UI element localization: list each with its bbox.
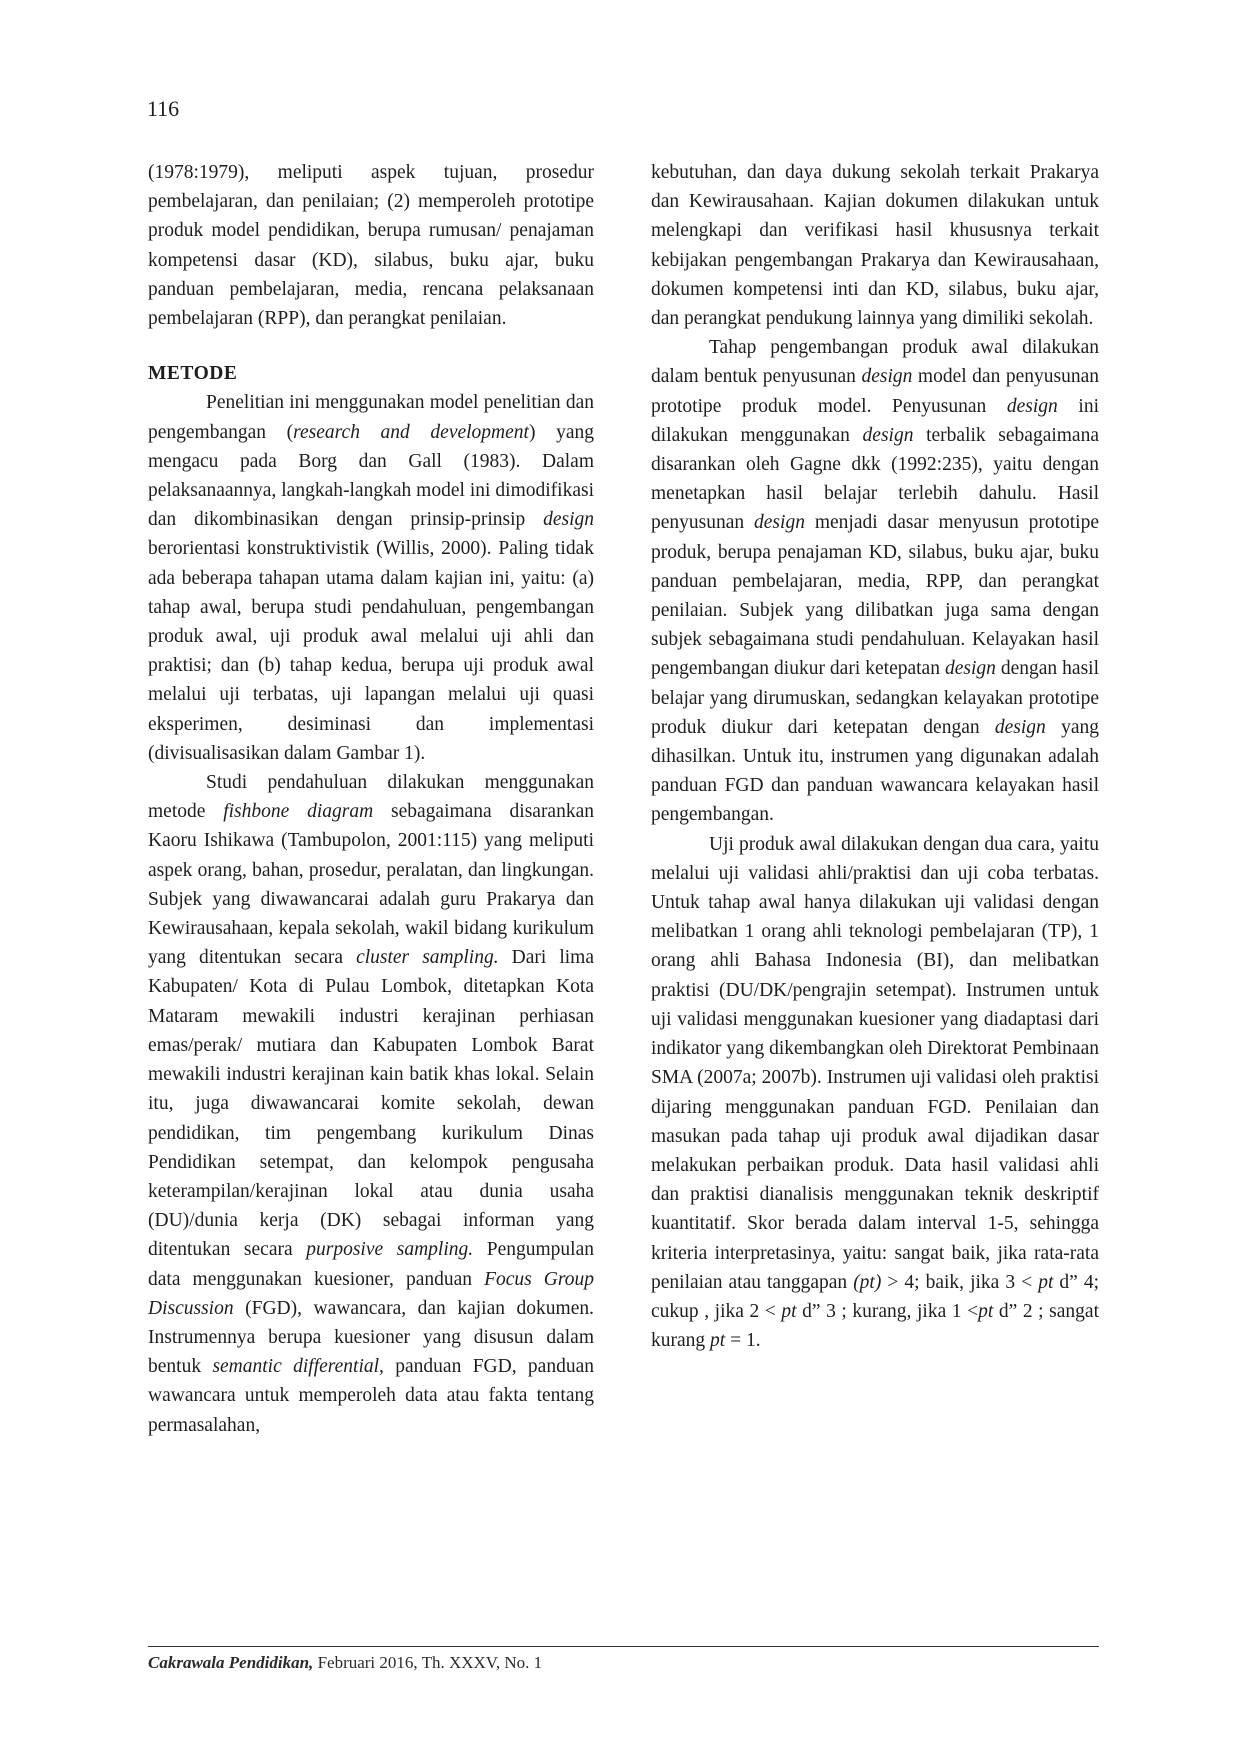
italic-term: fishbone diagram (223, 801, 374, 823)
italic-term: semantic differential, (212, 1356, 384, 1378)
text-span: d” 4; cukup , jika 2 < (651, 1271, 1099, 1322)
text-span: > 4; baik, jika 3 < (881, 1271, 1039, 1293)
text-span: menjadi dasar menyusun prototipe produk, berupa penajaman KD, silabus, buku ajar, buku panduan pembelajaran, media, RPP, dan perangkat penilaian. Subjek yang dilibatkan juga sama dengan subjek sebagaimana studi pendahuluan. Kelayakan hasil pengembangan diukur dari ketepatan (651, 512, 1099, 680)
text-span: ) yang mengacu pada Borg dan Gall (1983). Dalam pelaksanaannya, langkah-langkah model ini dimodifikasi dan dikombinasikan dengan prinsip-prinsip (148, 421, 594, 531)
paragraph-product-development (651, 333, 1099, 829)
text-span: d” 2 ; sangat kurang (651, 1300, 1099, 1352)
journal-name: Cakrawala Pendidikan, (148, 1653, 314, 1672)
journal-issue: Februari 2016, Th. XXXV, No. 1 (313, 1653, 543, 1672)
text-span: d” 3 ; kurang, jika 1 < (796, 1300, 979, 1322)
italic-term: design (754, 512, 805, 534)
italic-term: purposive sampling. (306, 1239, 474, 1261)
page-number: 116 (147, 96, 180, 121)
italic-term: pt (978, 1300, 994, 1322)
text-span: terbalik sebagaimana disarankan oleh Gagne dkk (1992:235), yaitu dengan menetapkan hasil belajar terlebih dahulu. Hasil penyusunan (651, 424, 1099, 534)
italic-term: design (1006, 395, 1058, 417)
section-heading-metode: METODE (148, 363, 238, 385)
italic-term: design (994, 716, 1046, 738)
text-span: sebagaimana disarankan Kaoru Ishikawa (Tambupolon, 2001:115) yang meliputi aspek orang, bahan, prosedur, peralatan, dan lingkungan. Subjek yang diwawancarai adalah guru Prakarya dan Kewirausahaan, kepala sekolah, wakil bidang kurikulum yang ditentukan secara (148, 801, 594, 969)
text-span: model dan penyusunan prototipe produk model. Penyusunan (651, 366, 1099, 417)
italic-term: cluster sampling. (356, 947, 499, 969)
text-span: Tahap pengembangan produk awal dilakukan dalam bentuk penyusunan (651, 337, 1099, 388)
paragraph-document-study: kebutuhan, dan daya dukung sekolah terkait Prakarya dan Kewirausahaan. Kajian dokumen dilakukan untuk melengkapi dan verifikasi hasil khususnya terkait kebijakan pengembangan Prakarya dan Kewirausahaan, dokumen kompetensi inti dan KD, silabus, buku ajar, dan perangkat pendukung lainnya yang dimiliki sekolah. (651, 162, 1099, 330)
text-span: Dari lima Kabupaten/ Kota di Pulau Lombok, ditetapkan Kota Mataram mewakili industri kerajinan perhiasan emas/perak/ mutiara dan Kabupaten Lombok Barat mewakili industri kerajinan kain batik khas lokal. Selain itu, juga diwawancarai komite sekolah, dewan pendidikan, tim pengembang kurikulum Dinas Pendidikan setempat, dan kelompok pengusaha keterampilan/kerajinan lokal atau dunia usaha (DU)/dunia kerja (DK) sebagai informan yang ditentukan secara (148, 947, 594, 1261)
text-span: berorientasi konstruktivistik (Willis, 2000). Paling tidak ada beberapa tahapan utama dalam kajian ini, yaitu: (a) tahap awal, berupa studi pendahuluan, pengembangan produk awal, uji produk awal melalui uji ahli dan praktisi; dan (b) tahap kedua, berupa uji produk awal melalui uji terbatas, uji lapangan melalui uji quasi eksperimen, desiminasi dan implementasi (divisualisasikan dalam Gambar 1). (148, 538, 594, 764)
italic-term: (pt) (853, 1271, 882, 1293)
footer-citation (148, 1652, 542, 1674)
paragraph-preliminary-study (148, 768, 594, 1440)
text-span: (FGD), wawancara, dan kajian dokumen. Instrumennya berupa kuesioner yang disusun dalam bentuk (148, 1297, 594, 1378)
footer-divider (148, 1646, 1099, 1647)
italic-term: Focus Group Discussion (148, 1268, 594, 1319)
right-column (651, 158, 1099, 1355)
italic-term: design (861, 366, 913, 388)
italic-term: pt (1038, 1271, 1054, 1293)
italic-term: research and development (293, 421, 529, 443)
text-span: Pengumpulan data menggunakan kuesioner, panduan (148, 1239, 594, 1290)
paragraph-product-testing (651, 830, 1099, 1356)
italic-term: design (944, 658, 996, 680)
text-span: Studi pendahuluan dilakukan menggunakan metode (148, 772, 594, 823)
paragraph-research-model (148, 388, 594, 768)
text-span: ini dilakukan menggunakan (651, 395, 1099, 446)
text-span: Uji produk awal dilakukan dengan dua cara, yaitu melalui uji validasi ahli/praktisi dan uji coba terbatas. Untuk tahap awal hanya dilakukan uji validasi dengan melibatkan 1 orang ahli teknologi pembelajaran (TP), 1 orang ahli Bahasa Indonesia (BI), dan melibatkan praktisi (DU/DK/pengrajin setempat). Instrumen untuk uji validasi menggunakan kuesioner yang diadaptasi dari indikator yang dikembangkan oleh Direktorat Pembinaan SMA (2007a; 2007b). Instrumen uji validasi oleh praktisi dijaring menggunakan panduan FGD. Penilaian dan masukan pada tahap uji produk awal dijadikan dasar melakukan perbaikan produk. Data hasil validasi ahli dan praktisi dianalisis menggunakan teknik deskriptif kuantitatif. Skor berada dalam interval 1-5, sehingga kriteria interpretasinya, yaitu: sangat baik, jika rata-rata penilaian atau tanggapan (651, 833, 1099, 1293)
text-span: panduan FGD, panduan wawancara untuk memperoleh data atau fakta tentang permasalahan, (148, 1356, 594, 1436)
italic-term: pt (710, 1330, 726, 1352)
italic-term: design (543, 509, 594, 531)
text-span: yang dihasilkan. Untuk itu, instrumen yang digunakan adalah panduan FGD dan panduan wawancara kelayakan hasil pengembangan. (651, 716, 1099, 826)
text-span: dengan hasil belajar yang dirumuskan, sedangkan kelayakan prototipe produk diukur dari ketepatan dengan (651, 658, 1099, 738)
left-column (148, 158, 594, 1440)
paragraph-objectives: (1978:1979), meliputi aspek tujuan, prosedur pembelajaran, dan penilaian; (2) memperoleh prototipe produk model pendidikan, berupa rumusan/ penajaman kompetensi dasar (KD), silabus, buku ajar, buku panduan pembelajaran, media, rencana pelaksanaan pembelajaran (RPP), dan perangkat penilaian. (148, 162, 594, 330)
italic-term: design (862, 424, 914, 446)
text-span: = 1. (725, 1330, 761, 1352)
italic-term: pt (781, 1300, 797, 1322)
text-span: Penelitian ini menggunakan model penelitian dan pengembangan ( (148, 392, 594, 443)
